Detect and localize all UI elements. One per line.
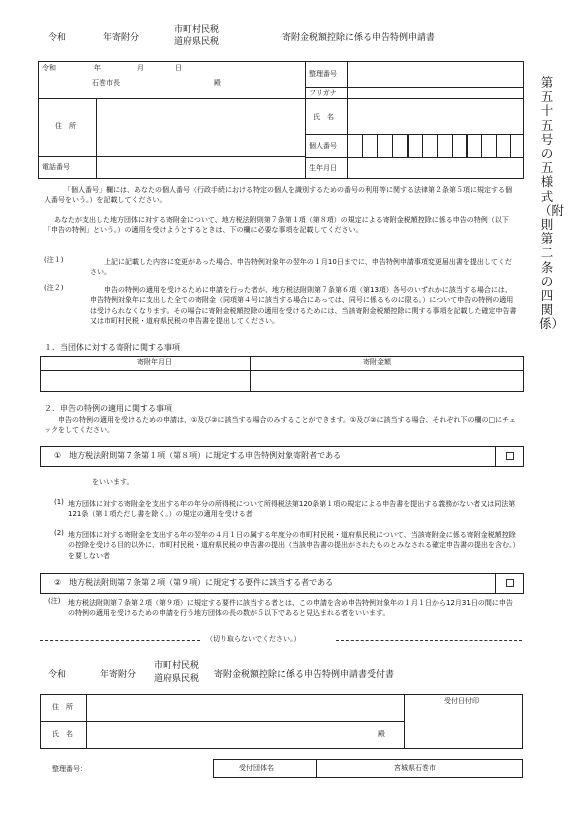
phone-label: 電話番号 xyxy=(42,163,70,171)
intro-text: あなたが支出した地方団体に対する寄附金について、地方税法附則第７条第１項（第８項）の規定による寄附金税額控除に係る申告の特例（以下「申告の特例」という。）の適用を受けようとするときは、下の欄に必要な事項を記載してください。 xyxy=(44,216,509,235)
form-number: 第五十五号の五様式（附則第二条の四関係） xyxy=(539,75,565,332)
header-tax-city: 市町村民税 xyxy=(174,25,220,35)
receipt-tax-pref: 道府県民税 xyxy=(154,674,200,684)
item1-sub2-label: (2) xyxy=(54,529,64,537)
item1-sub1-label: (1) xyxy=(54,498,64,506)
page-title: 寄附金税額控除に係る申告特例申請書 xyxy=(282,33,436,43)
ref-no-label: 整理番号 xyxy=(309,70,337,78)
date-month: 月 xyxy=(137,64,144,72)
cut-line-label: （切り取らないでください。） xyxy=(206,635,301,643)
section2-desc: 申告の特例の適用を受けるための申請は、①及び②に該当する場合のみすることができます。①及び②に該当する場合、それぞれ下の欄の□にチェックをしてください。 xyxy=(44,416,516,435)
receipt-year-part: 年寄附分 xyxy=(100,670,137,680)
receipt-name-label: 氏 名 xyxy=(52,730,73,738)
address-field[interactable] xyxy=(97,99,304,155)
item2-note-label: (注) xyxy=(48,597,61,605)
item2-note-text: 地方税法附則第７条第２項（第９項）に規定する要件に該当する者とは、この申請を含め申告特例対象年の１月１日から12月31日の間に申告の特例の適用を受けるための申請を行う地方団体の長の数が５以下であると見込まれる者をいいます。 xyxy=(68,599,513,618)
birthdate-field[interactable] xyxy=(348,158,523,178)
mynumber-label: 個人番号 xyxy=(309,142,337,150)
date-day: 日 xyxy=(175,64,182,72)
birthdate-label: 生年月日 xyxy=(309,164,337,172)
receipt-org-value: 宮城県石巻市 xyxy=(394,764,436,772)
receipt-address-label: 住 所 xyxy=(52,703,73,711)
header-era: 令和 xyxy=(48,33,67,43)
item1-text: ① 地方税法附則第７条第１項（第８項）に規定する申告特例対象寄附者である xyxy=(54,451,342,460)
address-label: 住 所 xyxy=(55,122,76,130)
receipt-ref-no-label: 整理番号： xyxy=(52,765,87,773)
furigana-field[interactable] xyxy=(348,88,523,97)
receipt-honorific: 殿 xyxy=(378,730,385,738)
item2-checkbox[interactable] xyxy=(506,579,514,587)
honorific: 殿 xyxy=(214,79,221,87)
phone-field[interactable] xyxy=(97,157,304,178)
furigana-label: フリガナ xyxy=(309,89,337,97)
note2-label: (注２) xyxy=(44,284,64,292)
note2-text: 申告の特例の適用を受けるために申請を行った者が、地方税法附則第７条第６項（第13項）各号のいずれかに該当する場合には、申告特例対象年に支出した全ての寄附金（同項第４号に該当する場合にあっては、同号に係るものに限る。）について申告の特例の適用は受けられなくなります。その場合に寄附金税額控除の適用を受けるためには、当該寄附金税額控除に関する事項を記載した確定申告書又は市町村民税・道府県民税の申告書を提出してください。 xyxy=(90,286,517,326)
col-donation-amount: 寄附金額 xyxy=(363,358,391,366)
receipt-org-label: 受付団体名 xyxy=(239,764,274,772)
item1-sub2-text: 地方団体に対する寄附金を支出する年の翌年の４月１日の属する年度分の市町村民税・道府県民税について、当該寄附金に係る寄附金税額控除の控除を受ける目的以外に、市町村民税・道府県民税の申告書の提出（当該申告書の提出がされたものとみなされる確定申告書の提出を含む。）を要しない者 xyxy=(68,531,516,560)
header-year-part: 年寄附分 xyxy=(103,33,140,43)
date-year: 年 xyxy=(94,64,101,72)
receipt-address-field[interactable] xyxy=(87,695,403,720)
mayor-name: 石巻市長 xyxy=(92,79,120,87)
receipt-era: 令和 xyxy=(48,670,67,680)
name-label: 氏 名 xyxy=(313,113,334,121)
mynumber-note: 「個人番号」欄には、あなたの個人番号（行政手続における特定の個人を識別するための番号の利用等に関する法律第２条第５項に規定する個人番号をいう。）を記載してください。 xyxy=(44,186,512,205)
ref-no-field[interactable] xyxy=(348,62,523,86)
name-field[interactable] xyxy=(348,99,523,133)
receipt-stamp-label: 受付日付印 xyxy=(444,697,479,705)
receipt-tax-city: 市町村民税 xyxy=(154,661,200,671)
receipt-name-field[interactable] xyxy=(87,722,373,748)
mynumber-field[interactable] xyxy=(348,135,523,156)
item1-checkbox[interactable] xyxy=(506,452,514,460)
section1-title: １．当団体に対する寄附に関する事項 xyxy=(44,343,180,352)
receipt-title: 寄附金税額控除に係る申告特例申請書受付書 xyxy=(214,670,395,680)
note1-label: (注１) xyxy=(44,256,64,264)
item1-tail: をいいます。 xyxy=(92,478,134,486)
date-era: 令和 xyxy=(42,64,56,72)
header-tax-pref: 道府県民税 xyxy=(174,37,220,47)
donation-amount-field[interactable] xyxy=(251,371,523,391)
item1-sub1-text: 地方団体に対する寄附金を支出する年の年分の所得税について所得税法第120条第１項の規定による申告書を提出する義務がない者又は同法第121条（第１項ただし書を除く。）の規定の適用を受ける者 xyxy=(68,500,516,519)
section2-title: ２．申告の特例の適用に関する事項 xyxy=(44,404,172,413)
col-donation-date: 寄附年月日 xyxy=(137,358,172,366)
item2-text: ② 地方税法附則第７条第２項（第９項）に規定する要件に該当する者である xyxy=(54,578,334,587)
donation-date-field[interactable] xyxy=(41,371,249,391)
note1-text: 上記に記載した内容に変更があった場合、申告特例対象年の翌年の１月10日までに、申告特例申請事項変更届出書を提出してください。 xyxy=(90,258,512,277)
